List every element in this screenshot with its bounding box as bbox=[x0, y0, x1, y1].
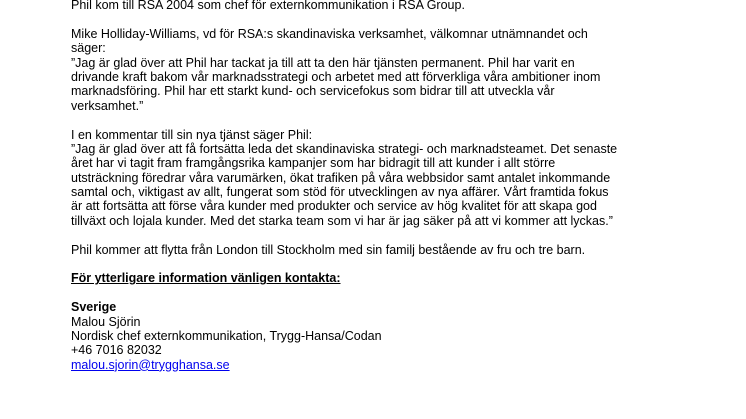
ceo-quote-line: verksamhet.” bbox=[71, 98, 144, 113]
paragraph-spacer bbox=[71, 12, 731, 26]
phil-quote-lead: I en kommentar till sin nya tjänst säger Phil: bbox=[71, 127, 313, 142]
phil-quote-paragraph bbox=[71, 128, 731, 229]
intro-paragraph: Phil kom till RSA 2004 som chef för externkommunikation i RSA Group. bbox=[71, 0, 465, 12]
contact-region: Sverige bbox=[71, 300, 117, 315]
contact-block bbox=[71, 300, 731, 372]
contact-title: Nordisk chef externkommunikation, Trygg-Hansa/Codan bbox=[71, 328, 382, 343]
paragraph-spacer bbox=[71, 257, 731, 271]
relocation-paragraph: Phil kommer att flytta från London till Stockholm med sin familj bestående av fru och tre barn. bbox=[71, 242, 586, 257]
phil-quote-line: ”Jag är glad över att få fortsätta leda det skandinaviska strategi- och marknadsteamet. Det senaste bbox=[71, 141, 618, 156]
contact-name: Malou Sjörin bbox=[71, 314, 141, 329]
contact-email-link[interactable]: malou.sjorin@trygghansa.se bbox=[71, 357, 230, 372]
press-release-body bbox=[71, 0, 731, 372]
paragraph-spacer bbox=[71, 113, 731, 127]
phil-quote-line: samtal och, viktigast av allt, fungerat som stöd för utvecklingen av nya affärer. Vårt framtida fokus bbox=[71, 185, 609, 200]
ceo-quote-line: ”Jag är glad över att Phil har tackat ja till att ta den här tjänsten permanent. Phil har varit en bbox=[71, 55, 575, 70]
paragraph-spacer bbox=[71, 228, 731, 242]
paragraph-spacer bbox=[71, 286, 731, 300]
contact-heading: För ytterligare information vänligen kontakta: bbox=[71, 271, 341, 286]
ceo-quote-lead-line: Mike Holliday-Williams, vd för RSA:s skandinaviska verksamhet, välkomnar utnämnandet och bbox=[71, 26, 588, 41]
ceo-quote-line: drivande kraft bakom vår marknadsstrategi och arbetet med att förverkliga våra ambitioner inom bbox=[71, 69, 601, 84]
ceo-quote-line: marknadsföring. Phil har ett starkt kund- och servicefokus som bidrar till att utveckla vår bbox=[71, 84, 555, 99]
phil-quote-line: året har vi tagit fram framgångsrika kampanjer som har bidragit till att kunder i allt större bbox=[71, 156, 556, 171]
phil-quote-line: är att fortsätta att förse våra kunder med produkter och service av hög kvalitet för att skapa god bbox=[71, 199, 597, 214]
ceo-quote-paragraph bbox=[71, 27, 731, 113]
phil-quote-line: utsträckning föredrar våra varumärken, ökat trafiken på våra webbsidor samt antalet inkommande bbox=[71, 170, 611, 185]
phil-quote-line: tillväxt och lojala kunder. Med det starka team som vi har är jag säker på att vi kommer att lyckas.” bbox=[71, 213, 613, 228]
ceo-quote-lead-line: säger: bbox=[71, 41, 106, 56]
contact-phone: +46 7016 82032 bbox=[71, 343, 162, 358]
